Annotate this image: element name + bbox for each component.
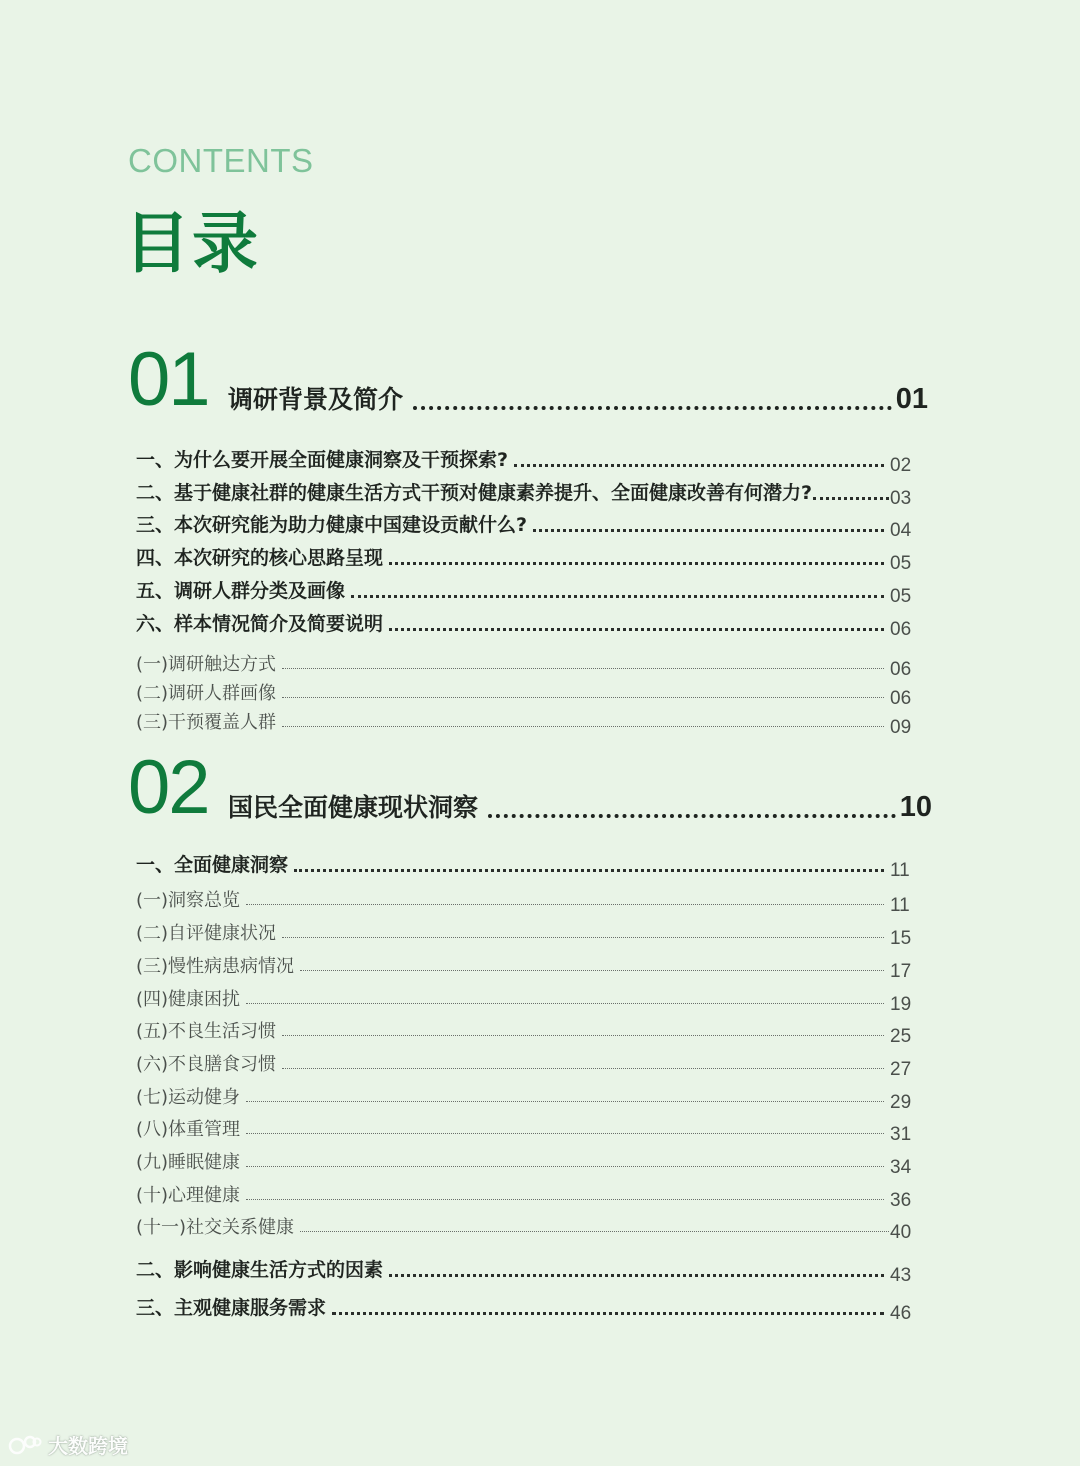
toc-entry-page: 15: [890, 928, 912, 949]
toc-entry-page: 29: [890, 1092, 912, 1113]
toc-entry-label: (六)不良膳食习惯: [136, 1054, 277, 1075]
toc-subentry[interactable]: [136, 1181, 918, 1211]
leader-dots: [300, 970, 884, 971]
section-page-number: 01: [895, 383, 928, 415]
toc-entry-label: 五、调研人群分类及画像: [136, 580, 346, 602]
toc-entry-page: 06: [890, 659, 912, 680]
leader-dots: [514, 464, 884, 467]
toc-entry-page: 05: [890, 553, 912, 574]
leader-dots: [389, 1274, 884, 1277]
leader-dots: [332, 1312, 884, 1315]
toc-entry-page: 11: [890, 860, 910, 881]
toc-subentry[interactable]: [136, 1017, 918, 1047]
toc-entry[interactable]: [136, 1256, 918, 1286]
toc-entry-page: 02: [890, 455, 912, 476]
toc-entry-page: 40: [890, 1222, 912, 1243]
toc-subentry[interactable]: [136, 650, 918, 680]
toc-subentry[interactable]: [136, 708, 918, 738]
toc-entry-label: (七)运动健身: [136, 1087, 241, 1108]
section-number: 02: [128, 745, 209, 830]
toc-subentry[interactable]: [136, 1213, 918, 1243]
toc-subentry[interactable]: [136, 919, 918, 949]
toc-entry-label: 四、本次研究的核心思路呈现: [136, 547, 384, 569]
toc-entry-label: (一)调研触达方式: [136, 654, 277, 675]
toc-entry-label: (十)心理健康: [136, 1185, 241, 1206]
toc-entry-page: 43: [890, 1265, 912, 1286]
toc-entry-page: 04: [890, 520, 912, 541]
section-title-line: [228, 788, 932, 824]
section-title-line: [228, 380, 928, 416]
toc-entry[interactable]: [136, 446, 918, 476]
toc-entry-label: 二、基于健康社群的健康生活方式干预对健康素养提升、全面健康改善有何潜力?: [136, 482, 813, 504]
leader-dots: [246, 904, 884, 905]
leader-dots: [488, 814, 896, 818]
toc-entry-label: 三、本次研究能为助力健康中国建设贡献什么?: [136, 514, 528, 536]
toc-entry-label: (十一)社交关系健康: [136, 1217, 295, 1238]
section-number: 01: [128, 337, 209, 422]
toc-entry[interactable]: [136, 1294, 918, 1324]
toc-entry-label: (五)不良生活习惯: [136, 1021, 277, 1042]
toc-entry-page: 11: [890, 895, 910, 916]
toc-entry[interactable]: [136, 544, 918, 574]
toc-subentry[interactable]: [136, 1050, 918, 1080]
leader-dots: [389, 628, 884, 631]
section-01-heading[interactable]: [128, 337, 928, 422]
leader-dots: [246, 1199, 884, 1200]
toc-subentry[interactable]: [136, 1115, 918, 1145]
toc-entry-page: 03: [890, 488, 912, 509]
toc-entry-label: (二)调研人群画像: [136, 683, 277, 704]
toc-entry[interactable]: [136, 511, 918, 541]
toc-entry-page: 36: [890, 1190, 912, 1211]
toc-subentry[interactable]: [136, 952, 918, 982]
section-title: 调研背景及简介: [228, 385, 404, 414]
toc-entry-label: 一、全面健康洞察: [136, 854, 289, 876]
toc-entry-label: (八)体重管理: [136, 1119, 241, 1140]
toc-entry-page: 19: [890, 994, 912, 1015]
toc-entry-page: 46: [890, 1303, 912, 1324]
toc-subentry[interactable]: [136, 985, 918, 1015]
toc-subentry[interactable]: [136, 1148, 918, 1178]
toc-entry[interactable]: [136, 577, 918, 607]
watermark-logo-icon: [8, 1434, 42, 1456]
section-02-heading[interactable]: [128, 745, 932, 830]
toc-entry-page: 25: [890, 1026, 912, 1047]
leader-dots: [282, 697, 884, 698]
leader-dots: [413, 406, 892, 410]
leader-dots: [533, 529, 884, 532]
toc-entry-page: 06: [890, 619, 912, 640]
toc-entry-label: (四)健康困扰: [136, 989, 241, 1010]
toc-entry-label: (三)干预覆盖人群: [136, 712, 277, 733]
section-page-number: 10: [899, 791, 932, 823]
leader-dots: [282, 1068, 884, 1069]
toc-entry-label: (九)睡眠健康: [136, 1152, 241, 1173]
leader-dots: [246, 1133, 884, 1134]
watermark: [8, 1430, 128, 1459]
toc-entry-page: 05: [890, 586, 912, 607]
toc-entry-page: 27: [890, 1059, 912, 1080]
toc-entry-label: (二)自评健康状况: [136, 923, 277, 944]
toc-subentry[interactable]: [136, 679, 918, 709]
toc-entry[interactable]: [136, 479, 918, 509]
toc-entry[interactable]: [136, 851, 918, 881]
leader-dots: [282, 1035, 884, 1036]
leader-dots: [246, 1101, 884, 1102]
toc-entry-label: (一)洞察总览: [136, 890, 241, 911]
toc-entry-page: 09: [890, 717, 912, 738]
leader-dots: [351, 595, 884, 598]
watermark-text: 大数跨境: [48, 1434, 128, 1458]
leader-dots: [282, 937, 884, 938]
toc-entry-label: 一、为什么要开展全面健康洞察及干预探索?: [136, 449, 509, 471]
leader-dots: [389, 562, 884, 565]
toc-entry-label: 六、样本情况简介及简要说明: [136, 613, 384, 635]
leader-dots: [282, 726, 884, 727]
toc-entry[interactable]: [136, 610, 918, 640]
section-title: 国民全面健康现状洞察: [228, 793, 479, 822]
leader-dots: [813, 497, 889, 500]
toc-entry-page: 17: [890, 961, 912, 982]
toc-entry-label: 三、主观健康服务需求: [136, 1297, 327, 1319]
toc-entry-page: 06: [890, 688, 912, 709]
leader-dots: [282, 668, 884, 669]
leader-dots: [300, 1231, 889, 1232]
leader-dots: [246, 1166, 884, 1167]
toc-entry-page: 34: [890, 1157, 912, 1178]
contents-label: CONTENTS: [128, 142, 314, 179]
toc-entry-page: 31: [890, 1124, 912, 1145]
page-title: 目录: [124, 205, 260, 282]
leader-dots: [246, 1003, 884, 1004]
toc-entry-label: 二、影响健康生活方式的因素: [136, 1259, 384, 1281]
leader-dots: [294, 869, 884, 872]
toc-entry-label: (三)慢性病患病情况: [136, 956, 295, 977]
toc-subentry[interactable]: [136, 1083, 918, 1113]
toc-subentry[interactable]: [136, 886, 918, 916]
